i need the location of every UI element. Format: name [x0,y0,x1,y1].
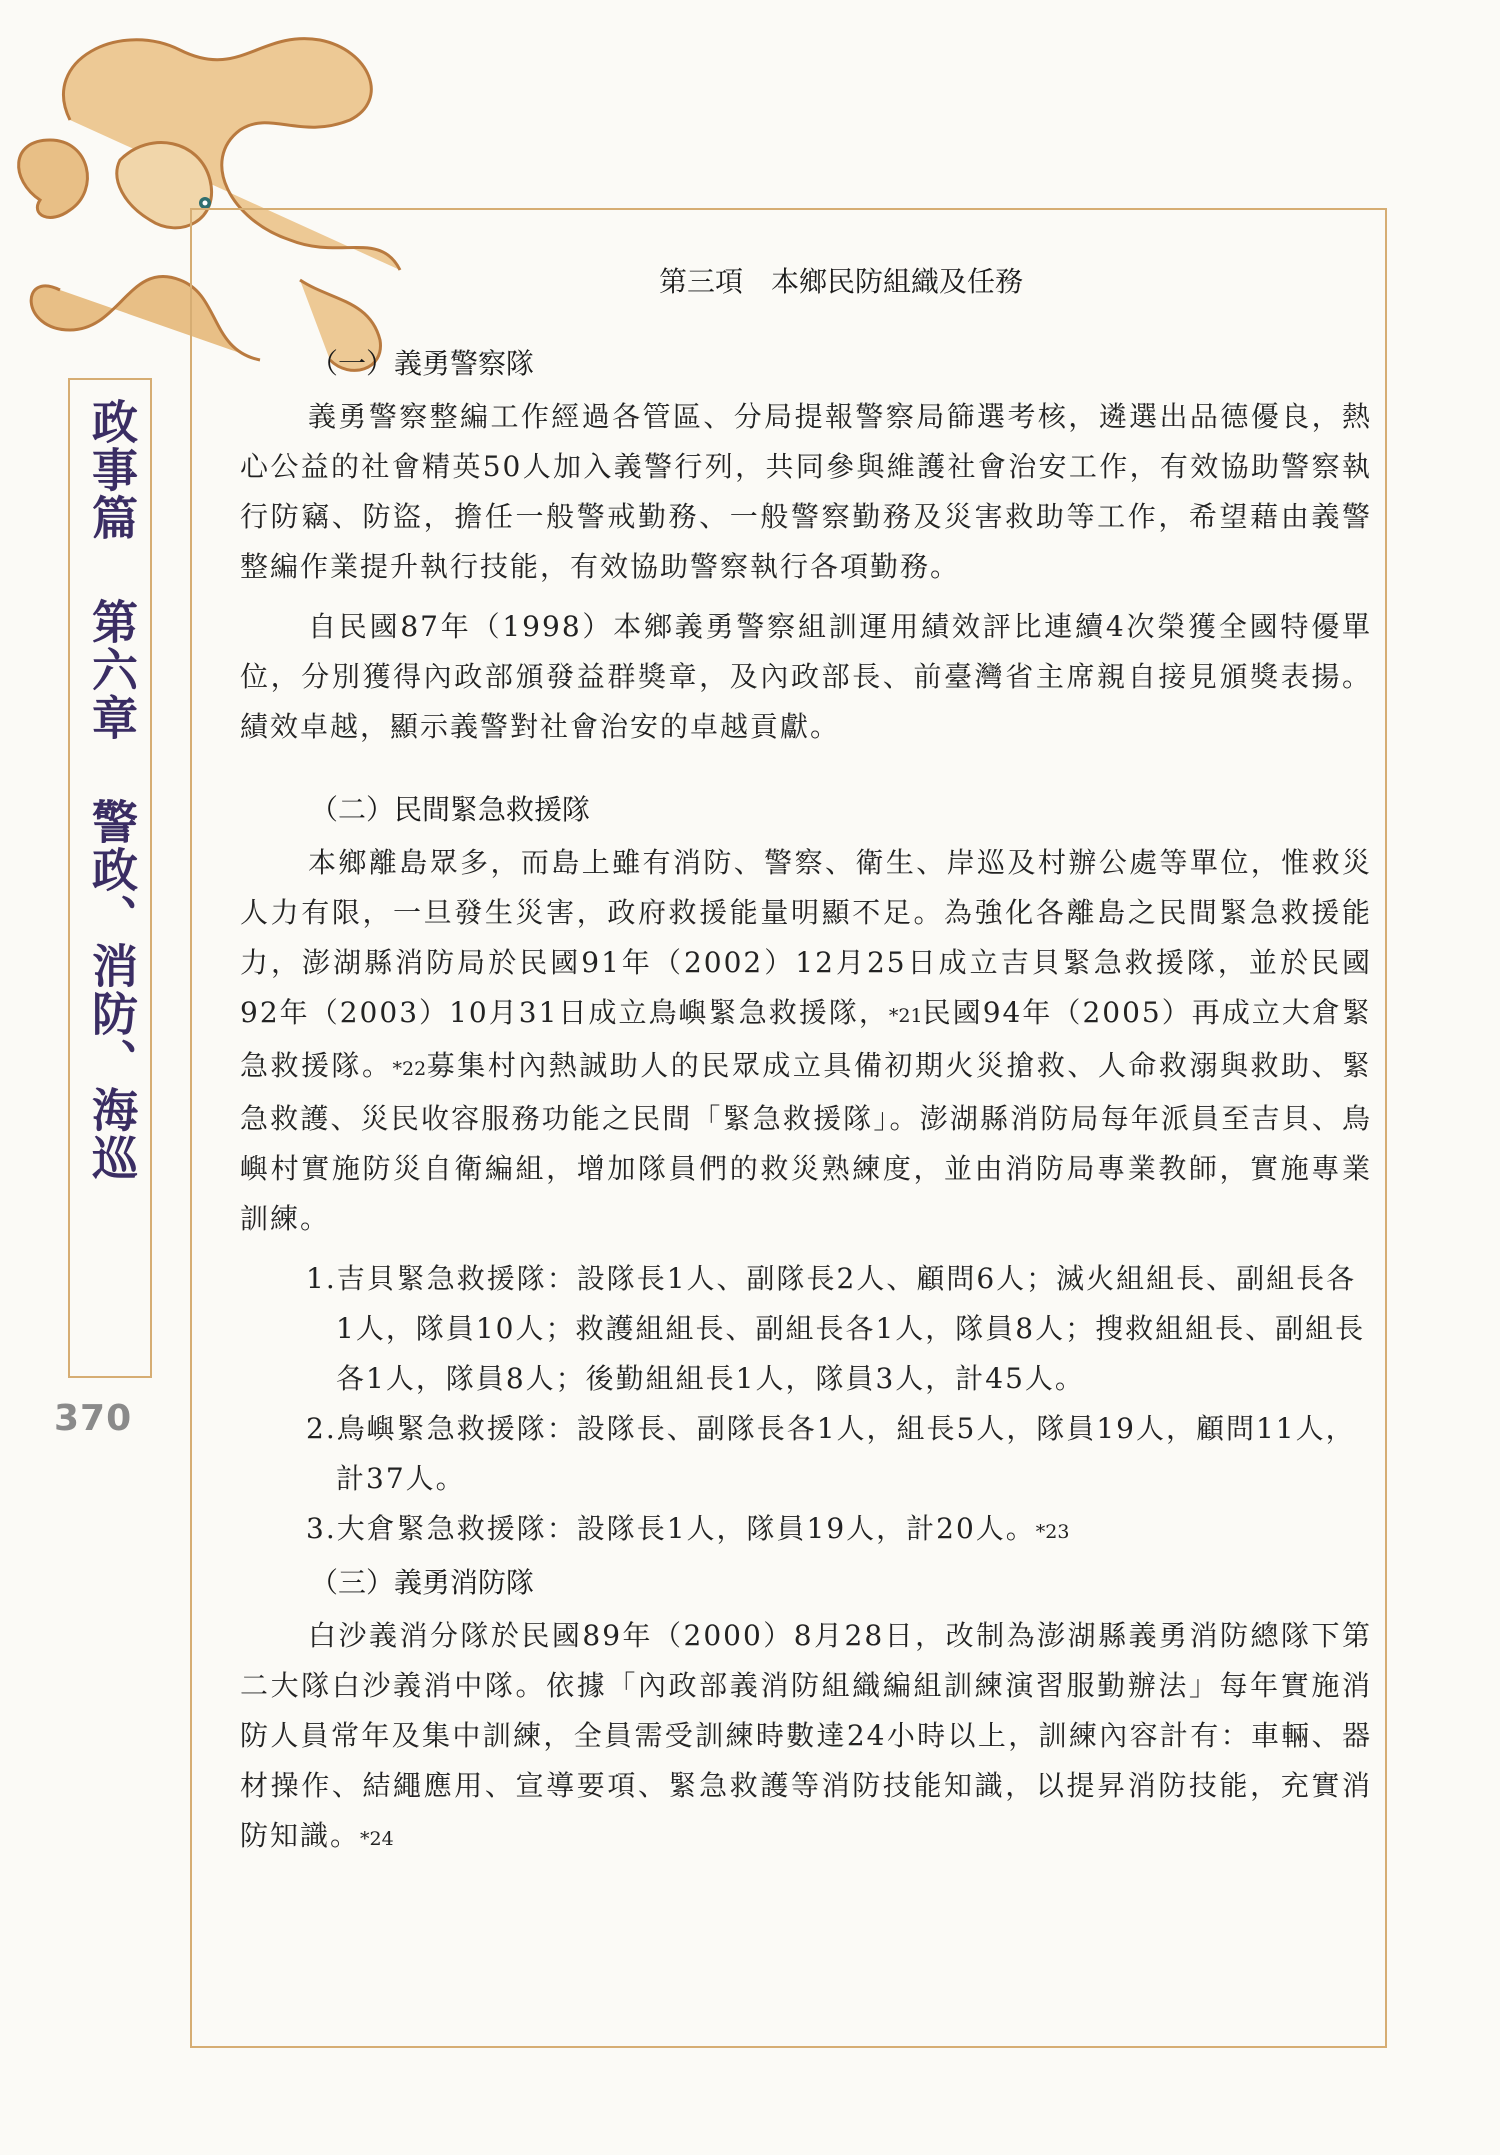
page-number: 370 [54,1398,133,1439]
list-item [306,1504,1372,1557]
paragraph-text: 白沙義消分隊於民國89年（2000）8月28日，改制為澎湖縣義勇消防總隊下第二大隊白沙義消中隊。依據「內政部義消防組織編組訓練演習服勤辦法」每年實施消防人員常年及集中訓練，全員需受訓練時數達24小時以上，訓練內容計有：車輛、器材操作、結繩應用、宣導要項、緊急救護等消防技能知識，以提昇消防技能，充實消防知識。 [240,1619,1372,1852]
paragraph [240,1611,1372,1864]
paragraph-text: 民國94年（2005）再成立大倉緊急救援隊。 [240,996,1372,1082]
list-item-text: 3.大倉緊急救援隊：設隊長1人，隊員19人，計20人。 [306,1512,1036,1545]
subsection-heading-rescue-team: （二）民間緊急救援隊 [310,793,591,826]
subsection-heading-volunteer-police: （一）義勇警察隊 [310,347,535,380]
paragraph [240,838,1372,1244]
subsection-heading-volunteer-fire: （三）義勇消防隊 [310,1566,535,1599]
paragraph-text: 本鄉離島眾多，而島上雖有消防、警察、衛生、岸巡及村辦公處等單位，惟救災人力有限，一旦發生災害，政府救援能量明顯不足。為強化各離島之民間緊急救援能力，澎湖縣消防局於民國91年（2002）12月25日成立吉貝緊急救援隊，並於民國92年（2003）10月31日成立鳥嶼緊急救援隊， [240,846,1372,1029]
paragraph: 義勇警察整編工作經過各管區、分局提報警察局篩選考核，遴選出品德優良，熱心公益的社會精英50人加入義警行列，共同參與維護社會治安工作，有效協助警察執行防竊、防盜，擔任一般警戒勤務、一般警察勤務及災害救助等工作，希望藉由義警整編作業提升執行技能，有效協助警察執行各項勤務。 [240,400,1372,583]
footnote-ref: *24 [360,1828,394,1850]
section-title: 第三項 本鄉民防組織及任務 [658,265,1023,298]
chapter-side-tab [68,378,152,1378]
paragraph-text: 募集村內熱誠助人的民眾成立具備初期火災搶救、人命救溺與救助、緊急救護、災民收容服務功能之民間「緊急救援隊」。澎湖縣消防局每年派員至吉貝、鳥嶼村實施防災自衛編組，增加隊員們的救災熟練度，並由消防局專業教師，實施專業訓練。 [240,1049,1372,1235]
footnote-ref: *22 [392,1058,427,1080]
list-item: 1.吉貝緊急救援隊：設隊長1人、副隊長2人、顧問6人；滅火組組長、副組長各1人，隊員10人；救護組組長、副組長各1人，隊員8人；搜救組組長、副組長各1人，隊員8人；後勤組組長1人，隊員3人，計45人。 [306,1262,1366,1395]
footnote-ref: *21 [888,1005,923,1027]
page-content [240,250,1372,1874]
chapter-title: 政事篇 第六章 警政、消防、海巡 [85,398,139,1182]
list-item: 2.鳥嶼緊急救援隊：設隊長、副隊長各1人，組長5人，隊員19人，顧問11人，計37人。 [306,1412,1356,1495]
paragraph: 自民國87年（1998）本鄉義勇警察組訓運用績效評比連續4次榮獲全國特優單位，分別獲得內政部頒發益群獎章，及內政部長、前臺灣省主席親自接見頒獎表揚。績效卓越，顯示義警對社會治安的卓越貢獻。 [240,610,1372,743]
footnote-ref: *23 [1035,1521,1070,1543]
